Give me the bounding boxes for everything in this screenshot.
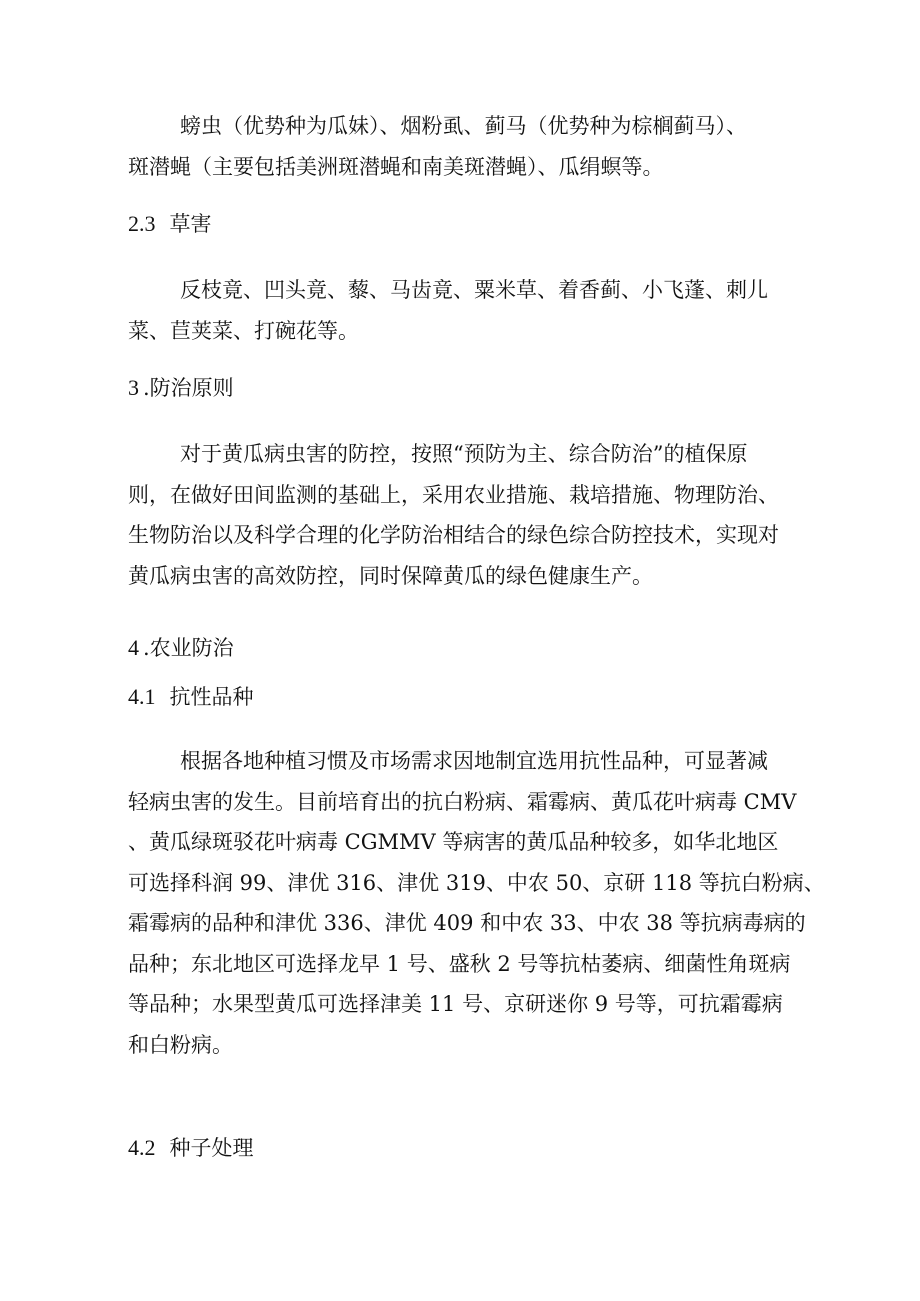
section-heading-2-3	[128, 209, 212, 239]
text-line: 黄瓜病虫害的高效防控，同时保障黄瓜的绿色健康生产。	[128, 563, 653, 588]
text-line: 生物防治以及科学合理的化学防治相结合的绿色综合防控技术，实现对	[128, 523, 779, 547]
section-heading-4-2	[128, 1133, 254, 1163]
section-heading-4-1	[128, 682, 254, 712]
text-line: 根据各地种植习惯及市场需求因地制宜选用抗性品种，可显著减	[180, 749, 768, 773]
heading-number: 4.1	[128, 684, 156, 709]
text-line: 等品种；水果型黄瓜可选择津美 11 号、京研迷你 9 号等，可抗霜霉病	[128, 992, 783, 1016]
heading-number: 2.3	[128, 211, 156, 236]
text-line: 螃虫（优势种为瓜妹）、烟粉虱、蓟马（优势种为棕榈蓟马）、	[180, 114, 747, 138]
text-line: 可选择科润 99、津优 316、津优 319、中农 50、京研 118 等抗白粉病、	[128, 870, 825, 895]
text-line: 轻病虫害的发生。目前培育出的抗白粉病、霜霉病、黄瓜花叶病毒 CMV	[128, 789, 797, 814]
heading-number: 4	[128, 635, 139, 660]
text-line: 菜、苣荚菜、打碗花等。	[128, 318, 359, 343]
heading-title: 抗性品种	[169, 685, 254, 709]
text-line: 霜霉病的品种和津优 336、津优 409 和中农 33、中农 38 等抗病毒病的	[128, 911, 806, 935]
section-heading-4	[128, 633, 234, 663]
heading-number: 4.2	[128, 1135, 156, 1160]
heading-title: 种子处理	[169, 1136, 254, 1160]
paragraph-principles	[128, 434, 796, 596]
text-line: 反枝竟、凹头竟、藜、马齿竟、粟米草、着香蓟、小飞蓬、刺儿	[180, 278, 768, 302]
text-line: 对于黄瓜病虫害的防控，按照“预防为主、综合防治”的植保原	[180, 442, 748, 466]
text-line: 、黄瓜绿斑驳花叶病毒 CGMMV 等病害的黄瓜品种较多，如华北地区	[128, 830, 779, 854]
text-line: 和白粉病。	[128, 1032, 233, 1057]
paragraph-resistant-varieties	[128, 741, 825, 1065]
paragraph-weeds	[128, 270, 796, 351]
heading-title: .农业防治	[143, 636, 234, 660]
section-heading-3	[128, 373, 234, 403]
text-line: 则，在做好田间监测的基础上，采用农业措施、栽培措施、物理防治、	[128, 482, 779, 507]
heading-title: .防治原则	[143, 376, 234, 400]
heading-number: 3	[128, 375, 139, 400]
text-line: 品种；东北地区可选择龙早 1 号、盛秋 2 号等抗枯萎病、细菌性角斑病	[128, 951, 791, 976]
paragraph-pests-continued	[128, 106, 796, 187]
heading-title: 草害	[169, 212, 212, 236]
text-line: 斑潜蝇（主要包括美洲斑潜蝇和南美斑潜蝇）、瓜绢螟等。	[128, 154, 664, 179]
